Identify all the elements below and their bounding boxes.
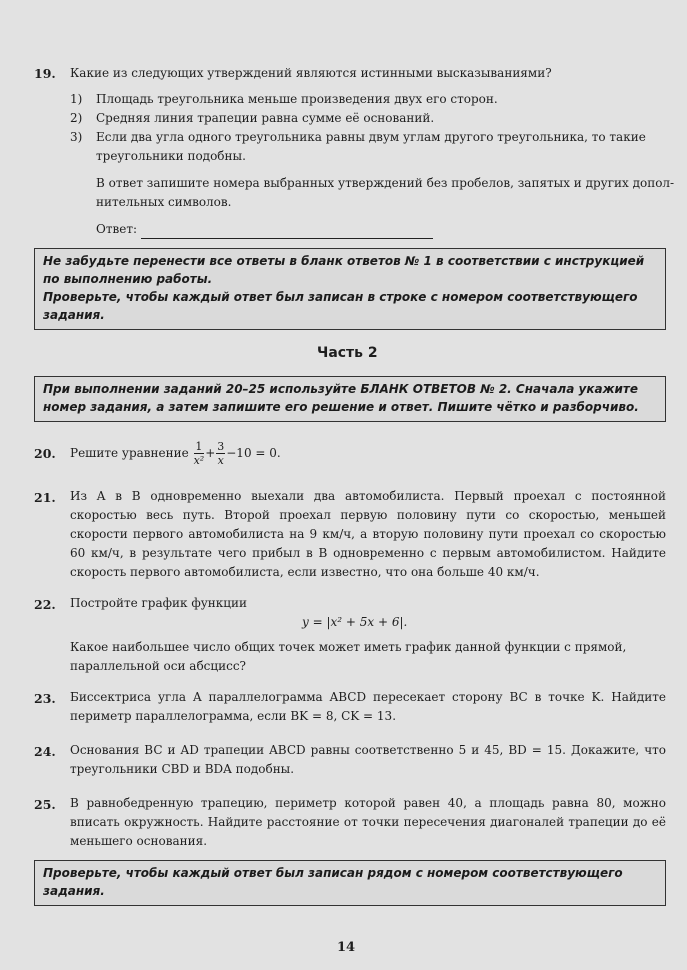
- q19-item-2-text: Средняя линия трапеции равна сумме её оснований.: [96, 111, 435, 125]
- q22-intro: Постройте график функции: [70, 596, 247, 610]
- reminder-box-3-line1: Проверьте, чтобы каждый ответ был записан рядом с номером соответствующего: [43, 866, 623, 880]
- q23-number: 23.: [34, 691, 56, 706]
- q20-fraction-1: [194, 440, 205, 467]
- q24-line1: Основания BC и AD трапеции ABCD равны соответственно 5 и 45, BD = 15. Докажите, что: [70, 743, 666, 757]
- q21-line3: скорости первого автомобилиста на 9 км/ч, а вторую половину пути проехал со скоростью: [70, 527, 666, 541]
- q19-answer-label: Ответ:: [96, 222, 138, 236]
- q20-fraction-2: [216, 440, 225, 467]
- q25-line2: вписать окружность. Найдите расстояние от точки пересечения диагоналей трапеции до её: [70, 815, 666, 829]
- q20-frac2-num: 3: [217, 440, 225, 453]
- reminder-box-1-line1: Не забудьте перенести все ответы в бланк ответов № 1 в соответствии с инструкцией: [43, 254, 645, 268]
- q20-frac2-den: x: [217, 454, 224, 467]
- q22-number: 22.: [34, 597, 56, 612]
- reminder-box-1-line3: Проверьте, чтобы каждый ответ был записан в строке с номером соответствующего: [43, 290, 638, 304]
- q20-plus: +: [205, 446, 216, 460]
- q19-item-3-number: 3): [70, 130, 83, 144]
- instruction-box-2-line2: номер задания, а затем запишите его решение и ответ. Пишите чётко и разборчиво.: [43, 400, 639, 414]
- q25-line1: В равнобедренную трапецию, периметр которой равен 40, а площадь равна 80, можно: [70, 796, 666, 810]
- reminder-box-1-line2: по выполнению работы.: [43, 272, 213, 286]
- q19-item-3-text-line2: треугольники подобны.: [96, 149, 246, 163]
- q19-instruction-line1: В ответ запишите номера выбранных утверждений без пробелов, запятых и других допол-: [96, 176, 675, 190]
- instruction-box-2-line1: При выполнении заданий 20–25 используйте БЛАНК ОТВЕТОВ № 2. Сначала укажите: [43, 382, 639, 396]
- reminder-box-3-line2: задания.: [43, 884, 105, 898]
- q20-tail: −10 = 0.: [226, 446, 281, 460]
- q19-instruction-line2: нительных символов.: [96, 195, 232, 209]
- q24-number: 24.: [34, 744, 56, 759]
- q25-number: 25.: [34, 797, 56, 812]
- q23-line1: Биссектриса угла A параллелограмма ABCD пересекает сторону BC в точке K. Найдите: [70, 690, 666, 704]
- q20-frac1-den: x²: [193, 454, 205, 467]
- q25-line3: меньшего основания.: [70, 834, 208, 848]
- part2-title: Часть 2: [317, 345, 378, 361]
- q19-number: 19.: [34, 66, 56, 81]
- q20-frac1-num: 1: [195, 440, 203, 453]
- q19-answer: [96, 220, 433, 239]
- q24-line2: треугольники CBD и BDA подобны.: [70, 762, 295, 776]
- q20-equation: [70, 436, 281, 470]
- q21-line5: скорость первого автомобилиста, если известно, что она больше 40 км/ч.: [70, 565, 540, 579]
- reminder-box-3: [34, 860, 666, 906]
- q22-line1: Какое наибольшее число общих точек может иметь график данной функции с прямой,: [70, 640, 627, 654]
- q20-text: Решите уравнение: [70, 446, 189, 460]
- q19-item-1-number: 1): [70, 92, 83, 106]
- reminder-box-1: [34, 248, 666, 330]
- q21-line4: 60 км/ч, в результате чего прибыл в B одновременно с первым автомобилистом. Найдите: [70, 546, 666, 560]
- page-number: 14: [337, 940, 356, 955]
- q23-line2: периметр параллелограмма, если BK = 8, CK = 13.: [70, 709, 397, 723]
- q22-formula: y = |x² + 5x + 6|.: [302, 615, 408, 629]
- q19-item-2-number: 2): [70, 111, 83, 125]
- q19-item-3-text-line1: Если два угла одного треугольника равны двум углам другого треугольника, то такие: [96, 130, 646, 144]
- q21-line1: Из A в B одновременно выехали два автомобилиста. Первый проехал с постоянной: [70, 489, 666, 503]
- reminder-box-1-line4: задания.: [43, 308, 105, 322]
- instruction-box-2: [34, 376, 666, 422]
- q21-line2: скоростью весь путь. Второй проехал первую половину пути со скоростью, меньшей: [70, 508, 666, 522]
- q21-number: 21.: [34, 490, 56, 505]
- q22-line2: параллельной оси абсцисс?: [70, 659, 246, 673]
- q19-answer-field[interactable]: [141, 224, 433, 239]
- q20-number: 20.: [34, 446, 56, 461]
- q19-item-1-text: Площадь треугольника меньше произведения двух его сторон.: [96, 92, 498, 106]
- q19-question: Какие из следующих утверждений являются истинными высказываниями?: [70, 66, 552, 80]
